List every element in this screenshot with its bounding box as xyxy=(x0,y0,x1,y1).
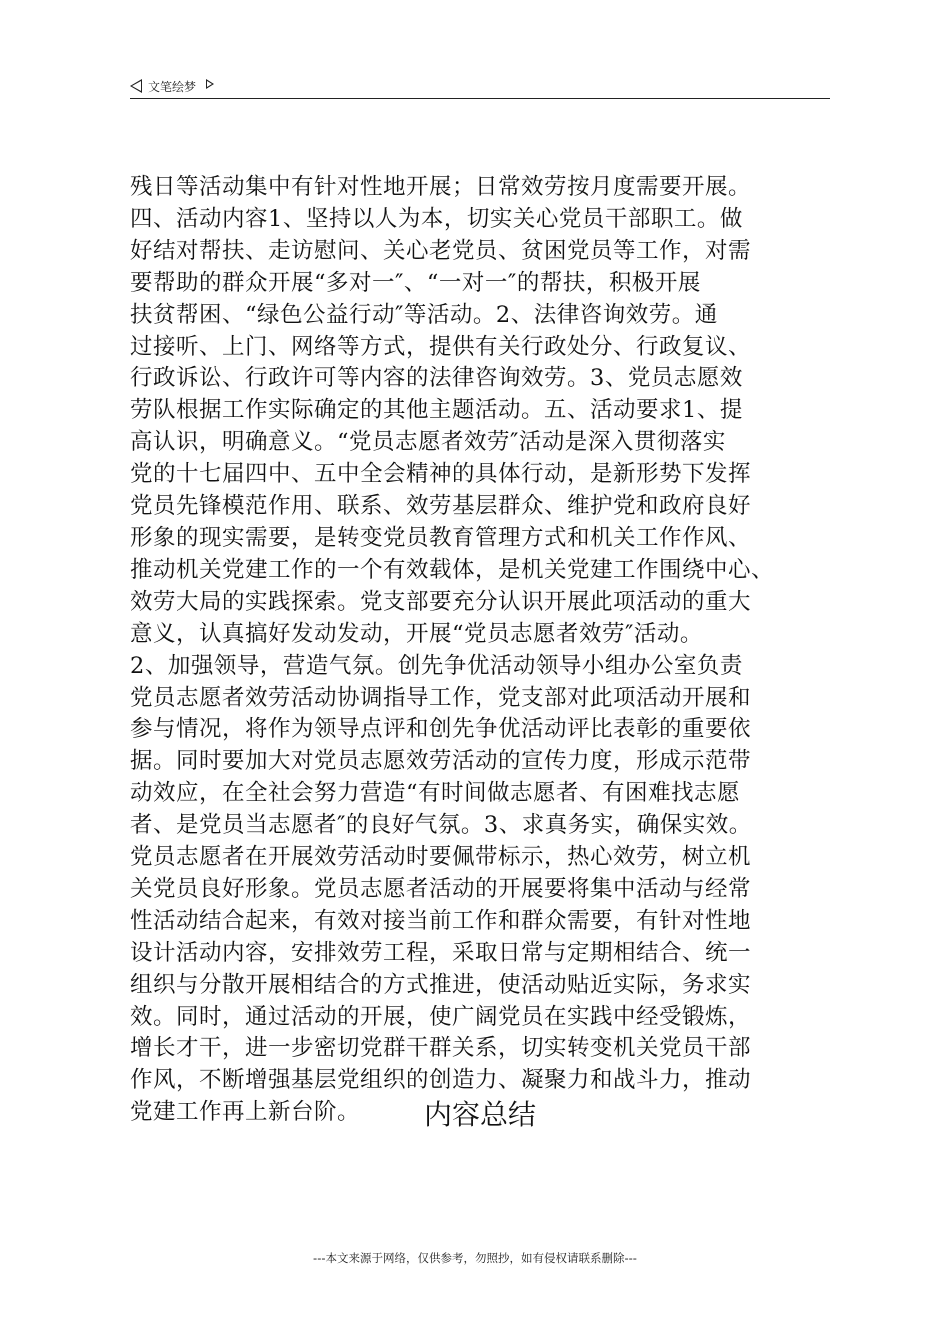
body-line: 设计活动内容，安排效劳工程，采取日常与定期相结合、统一 xyxy=(130,939,752,966)
summary-title: 内容总结 xyxy=(423,1098,536,1131)
body-line: 效。同时，通过活动的开展，使广阔党员在实践中经受锻炼， xyxy=(130,1003,752,1030)
body-line: 好结对帮扶、走访慰问、关心老党员、贫困党员等工作，对需 xyxy=(130,237,752,264)
body-line: 效劳大局的实践探索。党支部要充分认识开展此项活动的重大 xyxy=(130,588,752,615)
body-line: 党员先锋模范作用、联系、效劳基层群众、维护党和政府良好 xyxy=(130,493,752,520)
body-text xyxy=(130,172,830,1129)
footer-disclaimer: ---本文来源于网络，仅供参考，勿照抄，如有侵权请联系删除--- xyxy=(313,1251,637,1265)
body-line: 增长才干，进一步密切党群干群关系，切实转变机关党员干部 xyxy=(130,1035,752,1062)
body-line: 党建工作再上新台阶。 xyxy=(130,1099,361,1126)
header-divider xyxy=(130,98,830,99)
body-line: 残日等活动集中有针对性地开展；日常效劳按月度需要开展。 xyxy=(130,174,752,200)
body-line: 意义，认真搞好发动发动，开展“党员志愿者效劳″活动。 xyxy=(130,620,703,647)
body-line: 动效应，在全社会努力营造“有时间做志愿者、有困难找志愿 xyxy=(130,780,741,807)
body-line: 行政诉讼、行政许可等内容的法律咨询效劳。3、党员志愿效 xyxy=(130,365,743,392)
header-title: 文笔绘梦 xyxy=(148,79,197,94)
body-line: 者、是党员当志愿者″的良好气氛。3、求真务实，确保实效。 xyxy=(130,812,752,839)
body-line: 形象的现实需要，是转变党员教育管理方式和机关工作作风、 xyxy=(130,524,752,551)
body-line: 劳队根据工作实际确定的其他主题活动。五、活动要求1、提 xyxy=(130,397,743,424)
body-line: 要帮助的群众开展“多对一″、“一对一″的帮扶，积极开展 xyxy=(130,269,701,296)
body-line: 党的十七届四中、五中全会精神的具体行动，是新形势下发挥 xyxy=(130,461,752,488)
triangle-left-icon xyxy=(130,79,142,93)
body-line: 高认识，明确意义。“党员志愿者效劳″活动是深入贯彻落实 xyxy=(130,429,726,456)
body-line: 关党员良好形象。党员志愿者活动的开展要将集中活动与经常 xyxy=(130,875,752,902)
triangle-right-icon xyxy=(206,79,214,89)
body-line: 党员志愿者效劳活动协调指导工作，党支部对此项活动开展和 xyxy=(130,684,752,711)
body-line: 性活动结合起来，有效对接当前工作和群众需要，有针对性地 xyxy=(130,907,752,934)
body-line: 据。同时要加大对党员志愿效劳活动的宣传力度，形成示范带 xyxy=(130,748,752,775)
body-line: 过接听、上门、网络等方式，提供有关行政处分、行政复议、 xyxy=(130,333,752,360)
body-line: 扶贫帮困、“绿色公益行动″等活动。2、法律咨询效劳。通 xyxy=(130,301,718,328)
page-header xyxy=(130,76,830,96)
body-line: 党员志愿者在开展效劳活动时要佩带标示，热心效劳，树立机 xyxy=(130,844,752,871)
body-line: 作风，不断增强基层党组织的创造力、凝聚力和战斗力，推动 xyxy=(130,1067,752,1094)
body-line: 推动机关党建工作的一个有效载体，是机关党建工作围绕中心、 xyxy=(130,556,775,583)
body-line: 组织与分散开展相结合的方式推进，使活动贴近实际，务求实 xyxy=(130,971,752,998)
body-line: 2、加强领导，营造气氛。创先争优活动领导小组办公室负责 xyxy=(130,652,743,679)
body-line: 参与情况，将作为领导点评和创先争优活动评比表彰的重要依 xyxy=(130,716,752,743)
body-line: 四、活动内容1、坚持以人为本，切实关心党员干部职工。做 xyxy=(130,205,743,232)
